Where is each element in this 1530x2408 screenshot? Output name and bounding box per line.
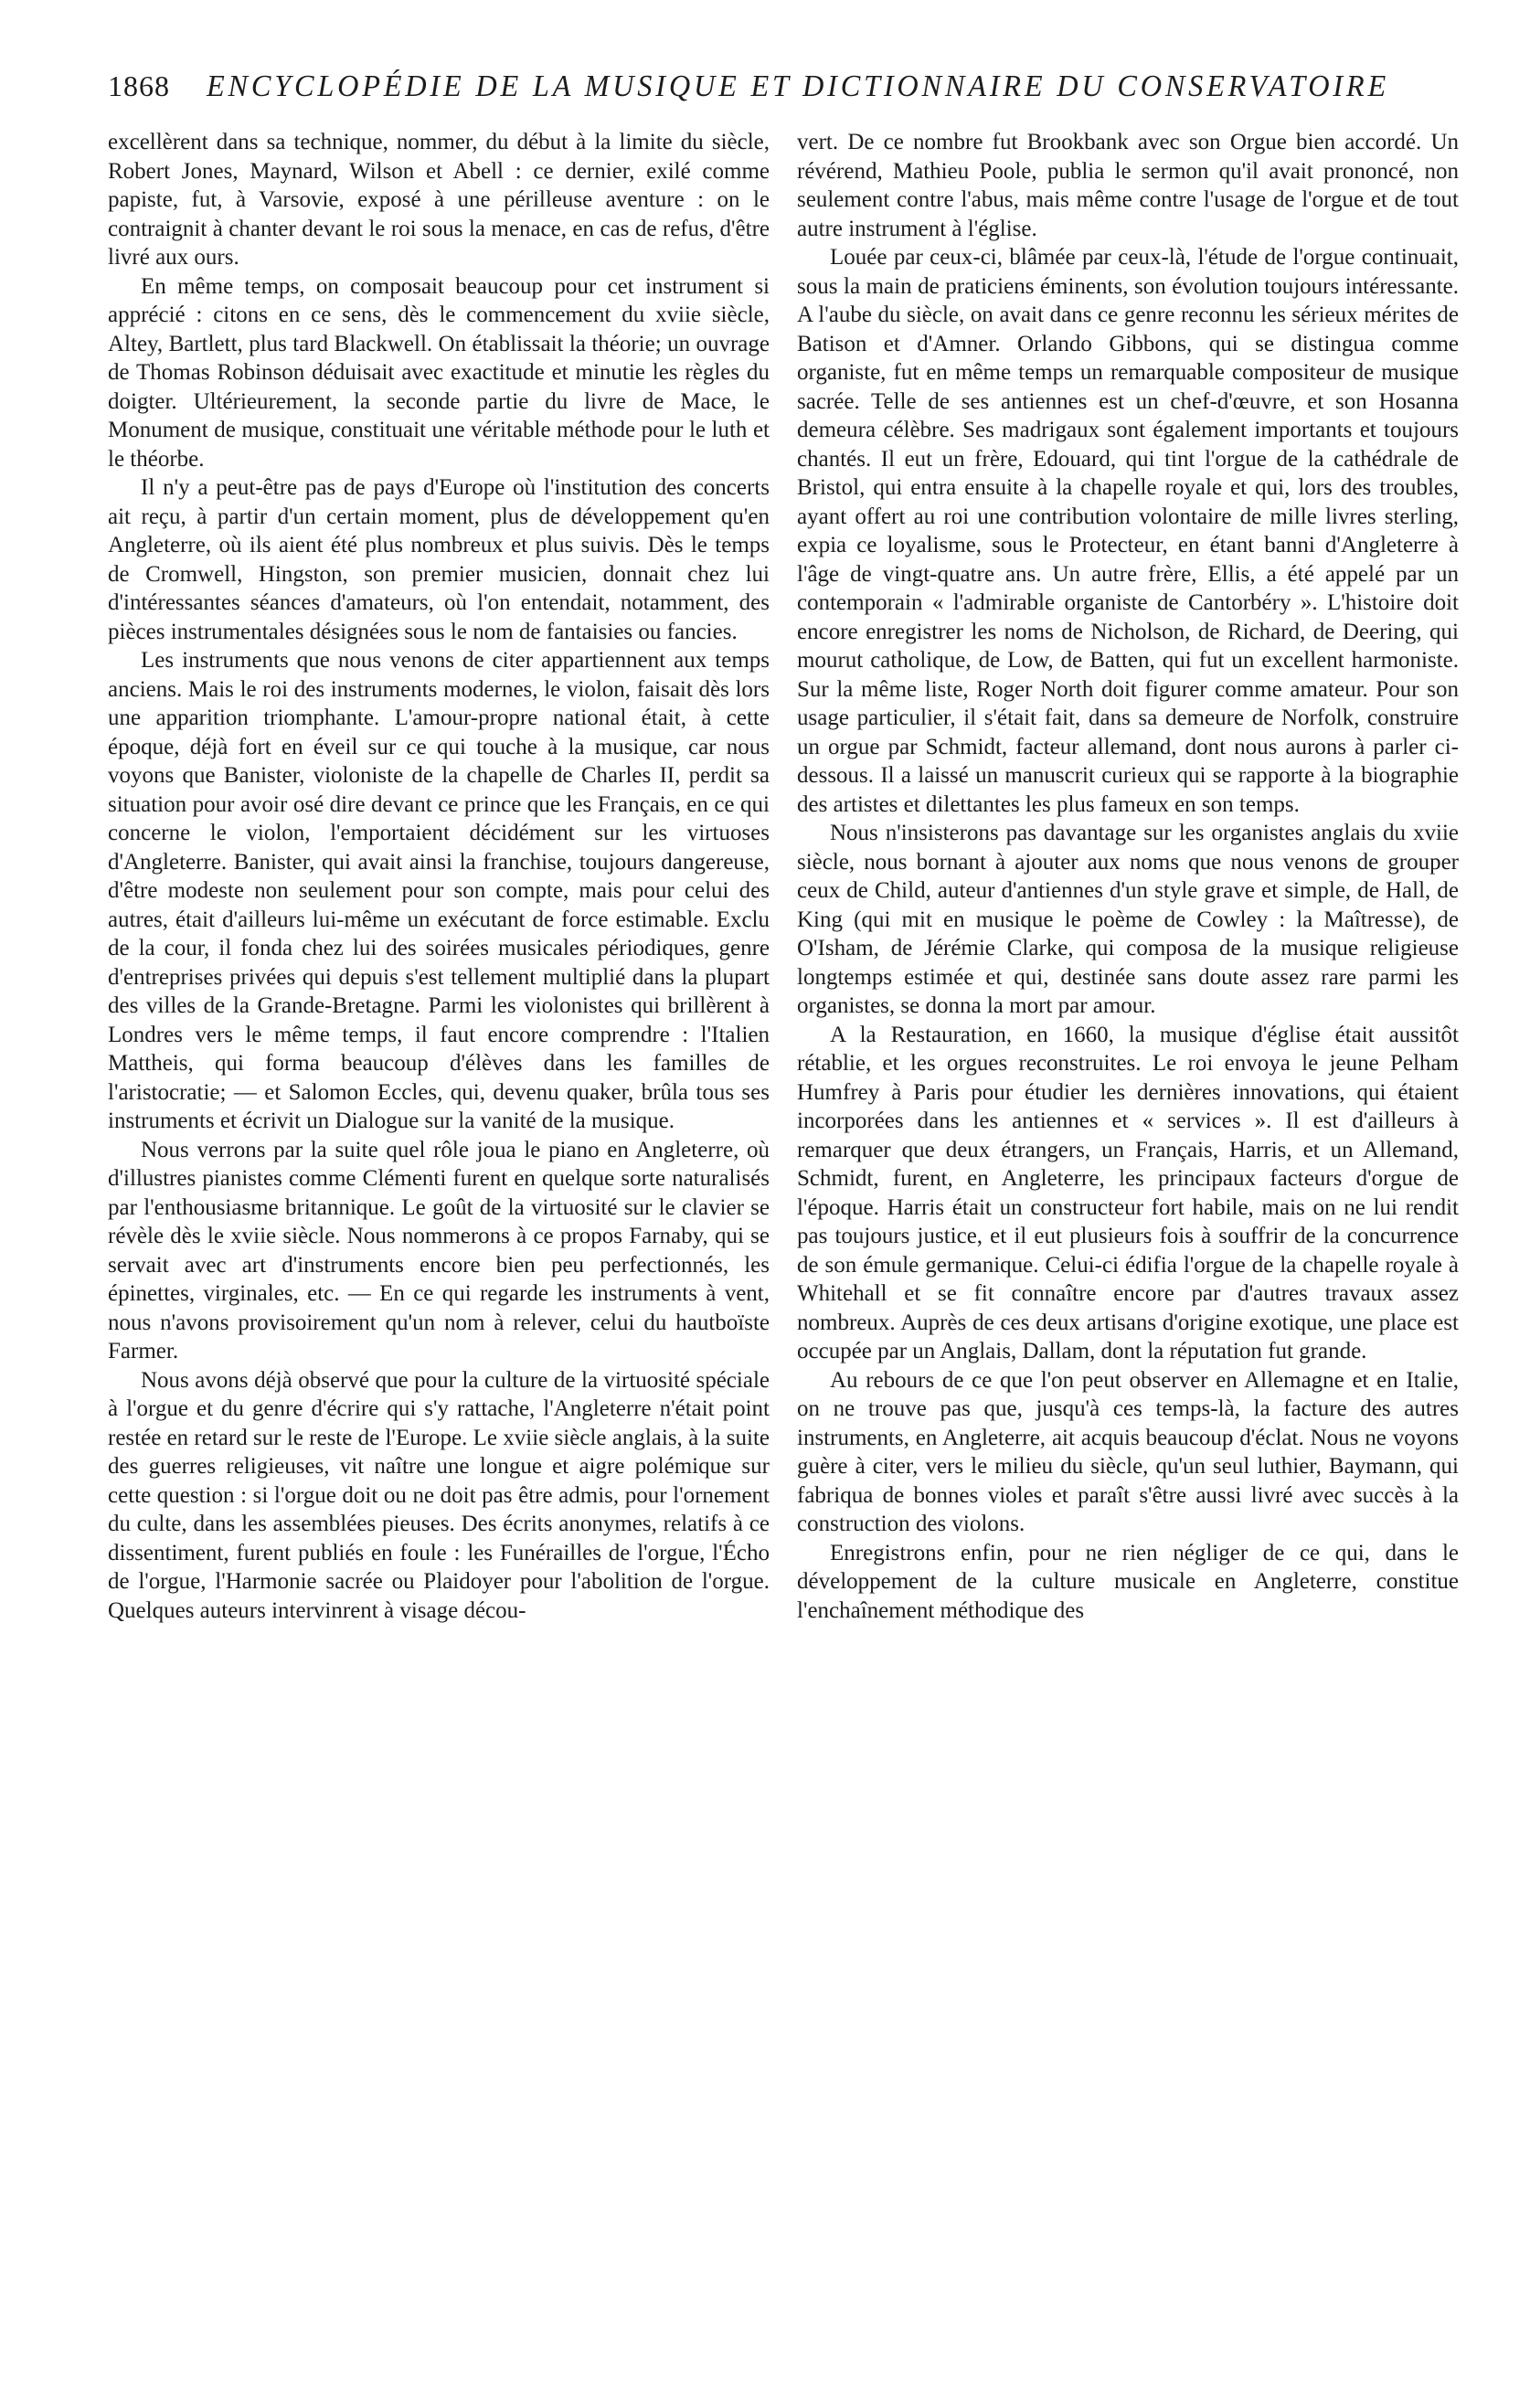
paragraph: A la Restauration, en 1660, la musique d'église était aussitôt rétablie, et les orgues reconstruites. Le roi envoya le jeune Pelham Humfrey à Paris pour étudier les dernières innovations, qui étaient incorporées dans les antiennes et « services ». Il est d'ailleurs à remarquer que deux étrangers, un Français, Harris, et un Allemand, Schmidt, furent, en Angleterre, les principaux facteurs d'orgue de l'époque. Harris était un constructeur fort habile, mais on ne lui rendit pas toujours justice, et il eut plusieurs fois à souffrir de la concurrence de son émule germanique. Celui-ci édifia l'orgue de la chapelle royale à Whitehall et se fit connaître encore par d'autres travaux assez nombreux. Auprès de ces deux artisans d'origine exotique, une place est occupée par un Anglais, Dallam, dont la réputation fut grande.	[797, 1022, 1459, 1363]
paragraph: Nous avons déjà observé que pour la culture de la virtuosité spéciale à l'orgue et du genre d'écrire qui s'y rattache, l'Angleterre n'était point restée en retard sur le reste de l'Europe. Le xviie siècle anglais, à la suite des guerres religieuses, vit naître une longue et aigre polémique sur cette question : si l'orgue doit ou ne doit pas être admis, pour l'ornement du culte, dans les assemblées pieuses. Des écrits anonymes, relatifs à ce dissentiment, furent publiés en foule : les Funérailles de l'orgue, l'Écho de l'orgue, l'Harmonie sacrée ou Plaidoyer pour l'abolition de l'orgue. Quelques auteurs intervinrent à visage décou-	[108, 1367, 770, 1623]
page-number: 1868	[108, 69, 170, 102]
paragraph: Les instruments que nous venons de citer appartiennent aux temps anciens. Mais le roi des instruments modernes, le violon, faisait dès lors une apparition triomphante. L'amour-propre national était, à cette époque, déjà fort en éveil sur ce qui touche à la musique, car nous voyons que Banister, violoniste de la chapelle de Charles II, perdit sa situation pour avoir osé dire devant ce prince que les Français, en ce qui concerne le violon, l'emportaient décidément sur les virtuoses d'Angleterre. Banister, qui avait ainsi la franchise, toujours dangereuse, d'être modeste non seulement pour son compte, mais pour celui des autres, était d'ailleurs lui-même un exécutant de force estimable. Exclu de la cour, il fonda chez lui des soirées musicales périodiques, genre d'entreprises privées qui depuis s'est tellement multiplié dans la plupart des villes de la Grande-Bretagne. Parmi les violonistes qui brillèrent à Londres vers le même temps, il faut encore comprendre : l'Italien Mattheis, qui forma beaucoup d'élèves dans les familles de l'aristocratie; — et Salomon Eccles, qui, devenu quaker, brûla tous ses instruments et écrivit un Dialogue sur la vanité de la musique.	[108, 648, 770, 1133]
paragraph: excellèrent dans sa technique, nommer, du début à la limite du siècle, Robert Jones, Maynard, Wilson et Abell : ce dernier, exilé comme papiste, fut, à Varsovie, exposé à une périlleuse aventure : on le contraignit à chanter devant le roi sous la menace, en cas de refus, d'être livré aux ours.	[108, 130, 770, 270]
paragraph: Au rebours de ce que l'on peut observer en Allemagne et en Italie, on ne trouve pas que, jusqu'à ces temps-là, la facture des autres instruments, en Angleterre, ait acquis beaucoup d'éclat. Nous ne voyons guère à citer, vers le milieu du siècle, qu'un seul luthier, Baymann, qui fabriqua de bonnes violes et paraît s'être aussi livré avec succès à la construction des violons.	[797, 1367, 1459, 1536]
paragraph: En même temps, on composait beaucoup pour cet instrument si apprécié : citons en ce sens, dès le commencement du xviie siècle, Altey, Bartlett, plus tard Blackwell. On établissait la théorie; un ouvrage de Thomas Robinson déduisait avec exactitude et minutie les règles du doigter. Ultérieurement, la seconde partie du livre de Mace, le Monument de musique, constituait une véritable méthode pour le luth et le théorbe.	[108, 273, 770, 472]
paragraph: Nous verrons par la suite quel rôle joua le piano en Angleterre, où d'illustres pianistes comme Clémenti furent en quelque sorte naturalisés par l'enthousiasme britannique. Le goût de la virtuosité sur le clavier se révèle dès le xviie siècle. Nous nommerons à ce propos Farnaby, qui se servait avec art d'instruments encore bien peu perfectionnés, les épinettes, virginales, etc. — En ce qui regarde les instruments à vent, nous n'avons provisoirement qu'un nom à relever, celui du hautboïste Farmer.	[108, 1137, 770, 1363]
left-column	[108, 128, 770, 2376]
paragraph: Il n'y a peut-être pas de pays d'Europe où l'institution des concerts ait reçu, à partir d'un certain moment, plus de développement qu'en Angleterre, où ils aient été plus nombreux et plus suivis. Dès le temps de Cromwell, Hingston, son premier musicien, donnait chez lui d'intéressantes séances d'amateurs, où l'on entendait, notamment, des pièces instrumentales désignées sous le nom de fantaisies ou fancies.	[108, 475, 770, 644]
right-column	[797, 128, 1459, 2376]
paragraph: Nous n'insisterons pas davantage sur les organistes anglais du xviie siècle, nous bornant à ajouter aux noms que nous venons de grouper ceux de Child, auteur d'antiennes d'un style grave et simple, de Hall, de King (qui mit en musique le poème de Cowley : la Maîtresse), de O'Isham, de Jérémie Clarke, qui composa de la musique religieuse longtemps estimée et qui, destinée sans doute assez rare parmi les organistes, se donna la mort par amour.	[797, 821, 1459, 1018]
text-columns	[108, 128, 1459, 2376]
running-title: ENCYCLOPÉDIE DE LA MUSIQUE ET DICTIONNAIRE DU CONSERVATOIRE	[206, 69, 1389, 103]
paragraph: Enregistrons enfin, pour ne rien négliger de ce qui, dans le développement de la culture musicale en Angleterre, constitue l'enchaînement méthodique des	[797, 1540, 1459, 1623]
paragraph: Louée par ceux-ci, blâmée par ceux-là, l'étude de l'orgue continuait, sous la main de praticiens éminents, son évolution toujours intéressante. A l'aube du siècle, on avait dans ce genre reconnu les sérieux mérites de Batison et d'Amner. Orlando Gibbons, qui se distingua comme organiste, fut en même temps un remarquable compositeur de musique sacrée. Telle de ses antiennes est un chef-d'œuvre, et son Hosanna demeura célèbre. Ses madrigaux sont également importants et toujours chantés. Il eut un frère, Edouard, qui tint l'orgue de la cathédrale de Bristol, qui entra ensuite à la chapelle royale et qui, lors des troubles, ayant offert au roi une contribution volontaire de mille livres sterling, expia ce loyalisme, sous le Protecteur, en étant banni d'Angleterre à l'âge de vingt-quatre ans. Un autre frère, Ellis, a été appelé par un contemporain « l'admirable organiste de Cantorbéry ». L'histoire doit encore enregistrer les noms de Nicholson, de Richard, de Deering, qui mourut catholique, de Low, de Batten, qui fut un excellent harmoniste. Sur la même liste, Roger North doit figurer comme amateur. Pour son usage particulier, il s'était fait, dans sa demeure de Norfolk, construire un orgue par Schmidt, facteur allemand, dont nous aurons à parler ci-dessous. Il a laissé un manuscrit curieux qui se rapporte à la biographie des artistes et dilettantes les plus fameux en son temps.	[797, 245, 1459, 817]
paragraph: vert. De ce nombre fut Brookbank avec son Orgue bien accordé. Un révérend, Mathieu Poole, publia le sermon qu'il avait prononcé, non seulement contre l'abus, mais même contre l'usage de l'orgue et de tout autre instrument à l'église.	[797, 130, 1459, 241]
page-header	[108, 69, 1451, 104]
